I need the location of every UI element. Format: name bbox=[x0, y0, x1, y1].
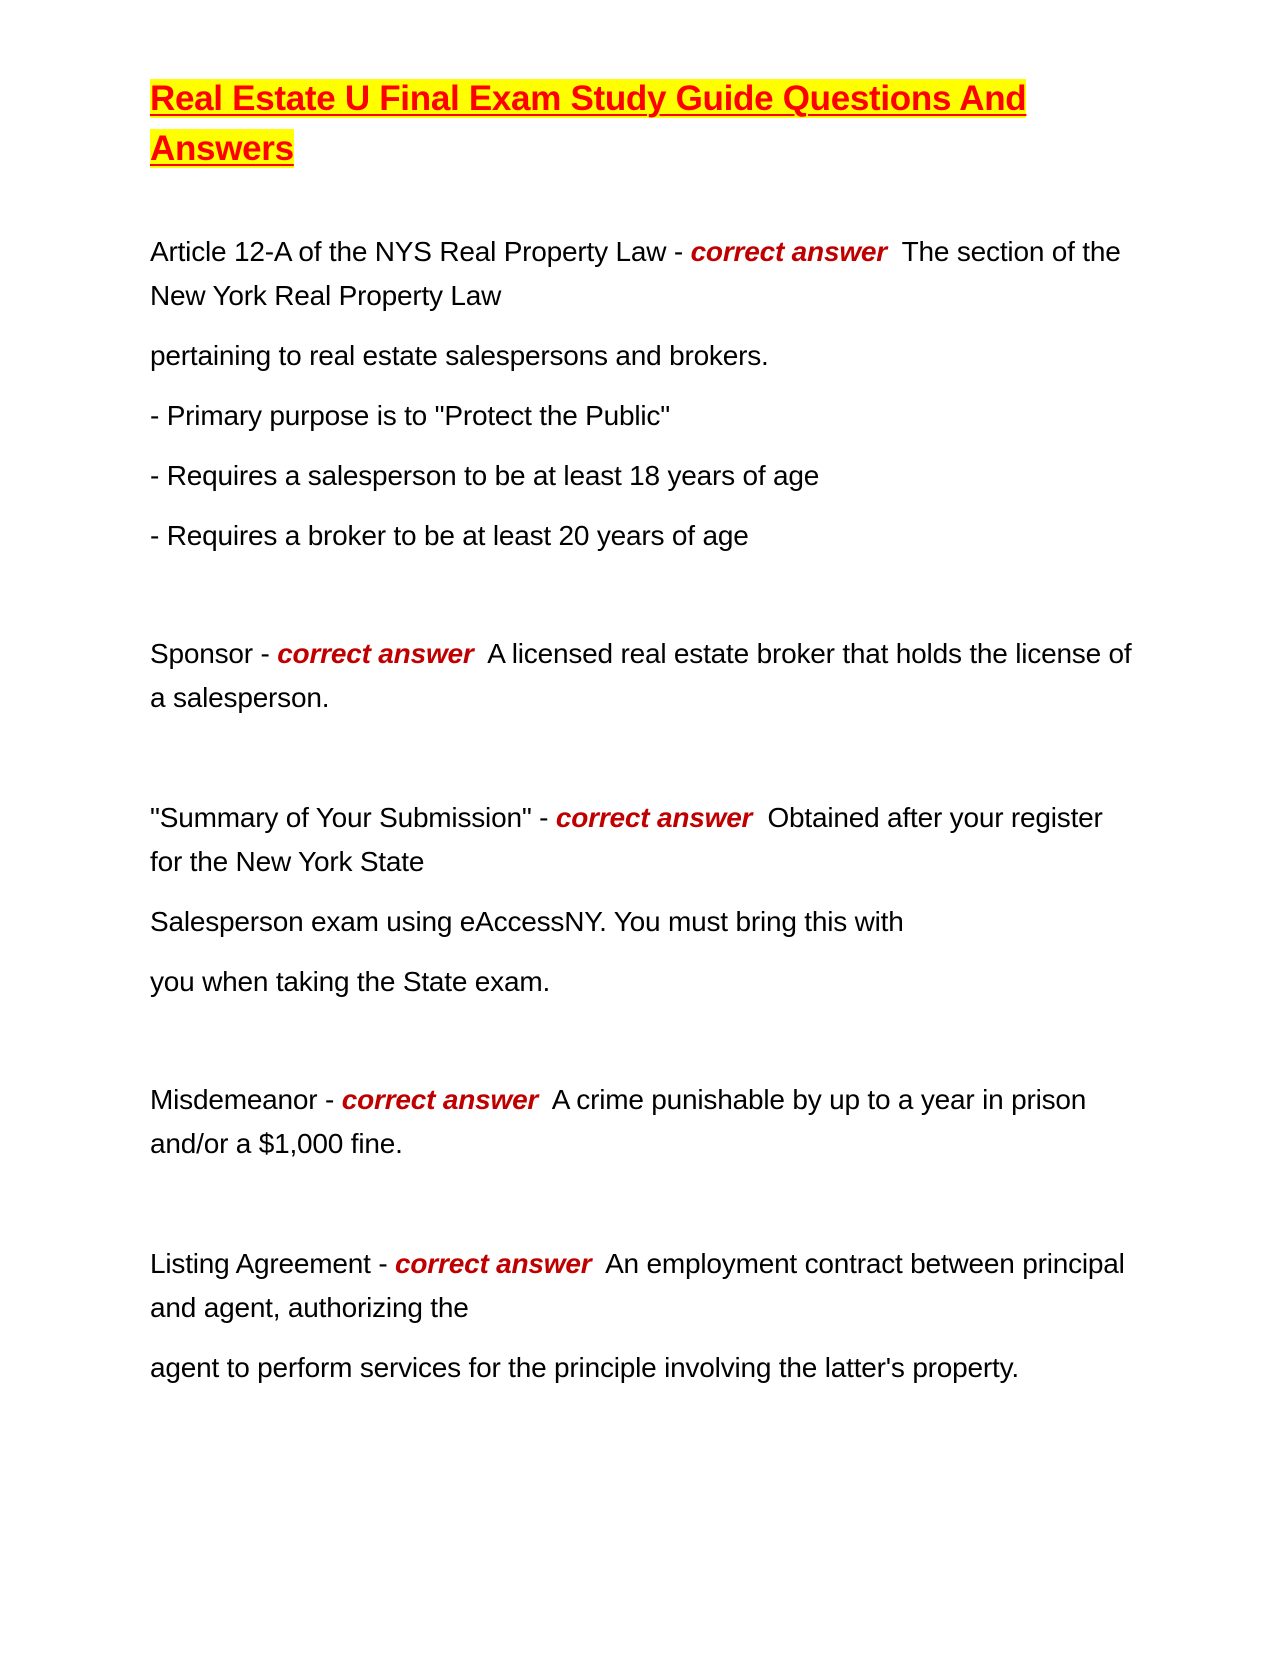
qa-answer: Obtained after your register for the New York State bbox=[150, 802, 1103, 877]
correct-answer-label: correct answer bbox=[277, 638, 474, 669]
qa-term: Listing Agreement - bbox=[150, 1248, 396, 1279]
qa-entry-article-12a bbox=[150, 230, 1140, 558]
correct-answer-label: correct answer bbox=[341, 1084, 539, 1115]
qa-question-line bbox=[150, 632, 1140, 720]
document-body bbox=[150, 74, 1140, 1406]
qa-answer: A crime punishable by up to a year in prison and/or a $1,000 fine. bbox=[150, 1084, 1087, 1159]
qa-term: Article 12-A of the NYS Real Property Law - bbox=[150, 236, 691, 267]
qa-entry-summary-of-submission bbox=[150, 796, 1140, 1004]
qa-answer: The section of the New York Real Property Law bbox=[150, 236, 1121, 311]
qa-entry-misdemeanor bbox=[150, 1078, 1140, 1166]
qa-question-line bbox=[150, 796, 1140, 884]
qa-answer-continuation: Salesperson exam using eAccessNY. You must bring this with bbox=[150, 906, 904, 937]
qa-answer: A licensed real estate broker that holds the license of a salesperson. bbox=[150, 638, 1132, 713]
document-title bbox=[150, 74, 1140, 174]
qa-question-line bbox=[150, 1078, 1140, 1166]
entry-spacer bbox=[150, 1020, 1140, 1078]
qa-answer: An employment contract between principal and agent, authorizing the bbox=[150, 1248, 1125, 1323]
correct-answer-label: correct answer bbox=[555, 802, 753, 833]
qa-term: Misdemeanor - bbox=[150, 1084, 342, 1115]
qa-answer-continuation: - Requires a salesperson to be at least 18 years of age bbox=[150, 460, 820, 491]
qa-answer-continuation: - Requires a broker to be at least 20 years of age bbox=[150, 520, 749, 551]
qa-term: Sponsor - bbox=[150, 638, 278, 669]
qa-answer-continuation: you when taking the State exam. bbox=[150, 966, 551, 997]
entry-spacer bbox=[150, 736, 1140, 796]
qa-entry-sponsor bbox=[150, 632, 1140, 720]
correct-answer-label: correct answer bbox=[395, 1248, 592, 1279]
qa-question-line bbox=[150, 1242, 1140, 1330]
qa-term: "Summary of Your Submission" - bbox=[150, 802, 556, 833]
entry-spacer bbox=[150, 574, 1140, 632]
qa-answer-continuation: - Primary purpose is to "Protect the Public" bbox=[150, 400, 670, 431]
qa-answer-continuation: pertaining to real estate salespersons and brokers. bbox=[150, 340, 769, 371]
qa-entry-listing-agreement bbox=[150, 1242, 1140, 1390]
qa-question-line bbox=[150, 230, 1140, 318]
document-title-text: Real Estate U Final Exam Study Guide Questions And Answers bbox=[150, 79, 1027, 168]
correct-answer-label: correct answer bbox=[690, 236, 887, 267]
qa-answer-continuation: agent to perform services for the principle involving the latter's property. bbox=[150, 1352, 1019, 1383]
entry-spacer bbox=[150, 1182, 1140, 1242]
